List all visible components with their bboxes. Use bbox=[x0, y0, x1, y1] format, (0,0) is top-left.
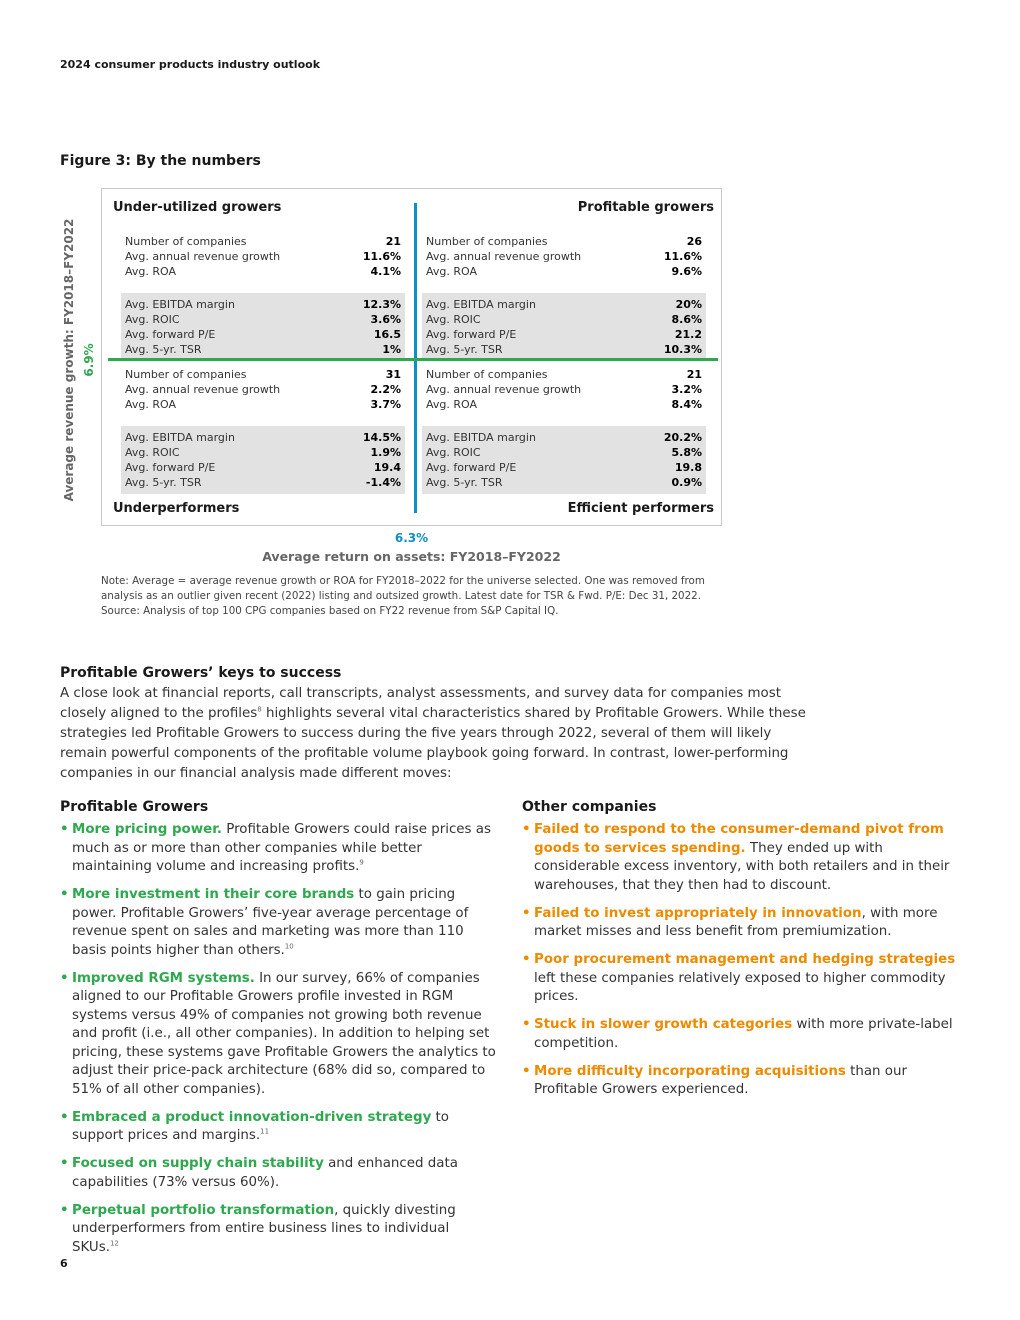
y-axis-label: Average revenue growth: FY2018–FY2022 bbox=[62, 218, 76, 502]
stat-label: Avg. EBITDA margin bbox=[426, 431, 536, 444]
intro-text-start: A close look at financial reports, call transcripts, analyst assessments, and survey data for companies most closely aligned to the profiles bbox=[60, 686, 781, 721]
stat-row bbox=[422, 397, 706, 412]
stat-value: -1.4% bbox=[365, 476, 401, 489]
stat-label: Avg. 5-yr. TSR bbox=[426, 343, 503, 356]
other-companies-column bbox=[522, 799, 962, 1109]
bullet-icon: • bbox=[60, 822, 69, 837]
stat-row bbox=[121, 445, 405, 460]
stat-row bbox=[121, 312, 405, 327]
stat-value: 19.4 bbox=[373, 461, 401, 474]
item-lead: Improved RGM systems. bbox=[72, 970, 255, 986]
item-text: In our survey, 66% of companies aligned to our Profitable Growers profile invested in RGM systems versus 49% of companies not growing both revenue and profit (i.e., all other companies). In addition to helping set pricing, these systems gave Profitable Growers the analytics to adjust their price-pack architecture (68% did so, compared to 51% of all other companies). bbox=[72, 970, 496, 1097]
list-item bbox=[522, 1016, 962, 1053]
quadrant-title-profitable-growers: Profitable growers bbox=[577, 200, 714, 215]
stat-band bbox=[121, 293, 405, 361]
stat-label: Number of companies bbox=[125, 235, 247, 248]
stat-value: 21.2 bbox=[674, 328, 702, 341]
bullet-icon: • bbox=[60, 1156, 69, 1171]
list-item bbox=[60, 821, 500, 877]
item-lead: Failed to respond to the consumer-demand pivot from goods to services spending. bbox=[534, 822, 944, 856]
list-item bbox=[60, 1155, 500, 1192]
stat-row bbox=[121, 264, 405, 279]
footnote-ref: 8 bbox=[257, 705, 262, 714]
section-title: Profitable Growers’ keys to success bbox=[60, 665, 342, 681]
stat-value: 26 bbox=[686, 235, 702, 248]
profitable-growers-list bbox=[60, 821, 500, 1257]
list-item bbox=[60, 970, 500, 1100]
x-axis-average-marker: 6.3% bbox=[394, 531, 429, 545]
stat-label: Avg. forward P/E bbox=[426, 328, 517, 341]
bullet-icon: • bbox=[522, 1017, 531, 1032]
figure-title: Figure 3: By the numbers bbox=[60, 153, 261, 169]
stat-row bbox=[121, 430, 405, 445]
stat-label: Number of companies bbox=[426, 368, 548, 381]
stat-row bbox=[422, 342, 706, 357]
stat-label: Avg. ROIC bbox=[426, 446, 481, 459]
stat-value: 11.6% bbox=[663, 250, 702, 263]
bullet-icon: • bbox=[60, 1109, 69, 1125]
item-lead: Focused on supply chain stability bbox=[72, 1156, 324, 1171]
stat-value: 10.3% bbox=[663, 343, 702, 356]
item-lead: Perpetual portfolio transformation bbox=[72, 1202, 335, 1218]
stat-row bbox=[422, 312, 706, 327]
quadrant-chart bbox=[101, 188, 722, 526]
other-companies-list bbox=[522, 821, 962, 1100]
item-text: and enhanced data capabilities (73% versus 60%). bbox=[72, 1156, 458, 1190]
stat-row bbox=[422, 249, 706, 264]
source-text: Source: Analysis of top 100 CPG companies based on FY22 revenue from S&P Capital IQ. bbox=[101, 605, 559, 617]
stat-value: 20.2% bbox=[663, 431, 702, 444]
stat-label: Number of companies bbox=[426, 235, 548, 248]
stat-value: 20% bbox=[675, 298, 702, 311]
stat-value: 8.4% bbox=[671, 398, 702, 411]
stat-label: Avg. ROA bbox=[125, 265, 176, 278]
stat-row bbox=[121, 327, 405, 342]
item-text: , with more market misses and less benefit from premiumization. bbox=[534, 905, 938, 939]
stat-row bbox=[121, 234, 405, 249]
stat-row bbox=[422, 264, 706, 279]
stat-row bbox=[422, 460, 706, 475]
stat-row bbox=[121, 342, 405, 357]
profitable-growers-column bbox=[60, 799, 500, 1267]
stat-band bbox=[422, 426, 706, 494]
stat-row bbox=[422, 234, 706, 249]
bullet-icon: • bbox=[60, 970, 69, 986]
stat-row bbox=[121, 460, 405, 475]
bullet-icon: • bbox=[60, 1202, 69, 1218]
stat-label: Avg. forward P/E bbox=[125, 461, 216, 474]
list-item bbox=[522, 1063, 962, 1100]
stat-label: Avg. ROIC bbox=[125, 446, 180, 459]
stat-label: Avg. annual revenue growth bbox=[125, 250, 281, 263]
list-item bbox=[522, 821, 962, 895]
bullet-icon: • bbox=[522, 1063, 531, 1079]
stat-value: 3.7% bbox=[370, 398, 401, 411]
bullet-icon: • bbox=[522, 822, 531, 837]
other-companies-title: Other companies bbox=[522, 799, 657, 815]
item-text: , quickly divesting underperformers from entire business lines to individual SKUs. bbox=[72, 1202, 456, 1255]
stat-row bbox=[422, 327, 706, 342]
footnote-ref: 11 bbox=[260, 1127, 270, 1136]
stat-row bbox=[422, 475, 706, 490]
list-item bbox=[522, 951, 962, 1007]
stat-label: Avg. ROA bbox=[125, 398, 176, 411]
stat-value: 3.6% bbox=[370, 313, 401, 326]
item-text: They ended up with considerable excess inventory, with both retailers and in their warehouses, that they then had to discount. bbox=[534, 840, 950, 893]
item-lead: More investment in their core brands bbox=[72, 887, 355, 902]
stat-row bbox=[422, 430, 706, 445]
stat-row bbox=[121, 475, 405, 490]
stat-label: Avg. annual revenue growth bbox=[125, 383, 281, 396]
stat-label: Avg. ROA bbox=[426, 398, 477, 411]
stat-value: 8.6% bbox=[671, 313, 702, 326]
stat-label: Avg. EBITDA margin bbox=[426, 298, 536, 311]
item-lead: Poor procurement management and hedging strategies bbox=[534, 952, 956, 967]
note-text: Note: Average = average revenue growth or ROA for FY2018–2022 for the universe selected. One was removed from analysis as an outlier given recent (2022) listing and outsized growth. Latest date for TSR & Fwd. P/E: Dec 31, 2022. bbox=[101, 575, 705, 602]
stat-value: 14.5% bbox=[362, 431, 401, 444]
intro-text-end: highlights several vital characteristics shared by Profitable Growers. While these strategies led Profitable Growers to success during the five years through 2022, several of them will likely remain powerful components of the profitable volume playbook going forward. In contrast, lower-performing companies in our financial analysis made different moves: bbox=[60, 706, 806, 781]
stat-row bbox=[121, 397, 405, 412]
stat-label: Avg. 5-yr. TSR bbox=[125, 343, 202, 356]
stat-label: Number of companies bbox=[125, 368, 247, 381]
stat-value: 4.1% bbox=[370, 265, 401, 278]
stat-row bbox=[121, 367, 405, 382]
stat-label: Avg. forward P/E bbox=[125, 328, 216, 341]
quadrant-title-efficient-performers: Efficient performers bbox=[567, 501, 714, 516]
stat-label: Avg. forward P/E bbox=[426, 461, 517, 474]
item-text: Profitable Growers could raise prices as much as or more than other companies while better maintaining volume and increasing profits. bbox=[72, 822, 491, 874]
item-text: to support prices and margins. bbox=[72, 1109, 449, 1143]
list-item bbox=[60, 1202, 500, 1258]
section-intro bbox=[60, 684, 820, 784]
stat-label: Avg. EBITDA margin bbox=[125, 298, 235, 311]
item-text: with more private-label competition. bbox=[534, 1017, 953, 1051]
stat-value: 31 bbox=[385, 368, 401, 381]
list-item bbox=[60, 886, 500, 960]
item-lead: More pricing power. bbox=[72, 822, 222, 837]
y-axis-average-marker: 6.9% bbox=[82, 343, 96, 377]
quadrant-title-underperformers: Underperformers bbox=[113, 501, 240, 516]
page-number: 6 bbox=[60, 1257, 68, 1270]
stats-efficient-performers bbox=[422, 367, 706, 494]
footnote-ref: 12 bbox=[109, 1239, 119, 1248]
stat-value: 1% bbox=[382, 343, 401, 356]
stat-value: 12.3% bbox=[362, 298, 401, 311]
stat-row bbox=[422, 367, 706, 382]
item-lead: More difficulty incorporating acquisitions bbox=[534, 1063, 846, 1079]
stat-label: Avg. ROIC bbox=[125, 313, 180, 326]
footnote-ref: 10 bbox=[284, 942, 294, 951]
stats-under-utilized-growers bbox=[121, 234, 405, 361]
growth-average-line bbox=[108, 358, 718, 361]
item-text: than our Profitable Growers experienced. bbox=[534, 1063, 907, 1097]
stat-value: 3.2% bbox=[671, 383, 702, 396]
stat-band bbox=[121, 426, 405, 494]
stats-profitable-growers bbox=[422, 234, 706, 361]
item-lead: Failed to invest appropriately in innovation bbox=[534, 905, 862, 921]
profitable-growers-title: Profitable Growers bbox=[60, 799, 209, 815]
stat-row bbox=[422, 382, 706, 397]
stat-value: 5.8% bbox=[671, 446, 702, 459]
item-lead: Embraced a product innovation-driven strategy bbox=[72, 1109, 432, 1125]
stat-band bbox=[422, 293, 706, 361]
item-text: to gain pricing power. Profitable Growers’ five-year average percentage of revenue spent on sales and marketing was more than 110 basis points higher than others. bbox=[72, 887, 469, 958]
list-item bbox=[60, 1109, 500, 1146]
stat-value: 9.6% bbox=[671, 265, 702, 278]
stat-value: 2.2% bbox=[370, 383, 401, 396]
list-item bbox=[522, 905, 962, 942]
stat-label: Avg. EBITDA margin bbox=[125, 431, 235, 444]
quadrant-title-under-utilized-growers: Under-utilized growers bbox=[113, 200, 282, 215]
stat-row bbox=[422, 445, 706, 460]
item-lead: Stuck in slower growth categories bbox=[534, 1017, 793, 1032]
bullet-icon: • bbox=[60, 887, 69, 902]
item-text: left these companies relatively exposed to higher commodity prices. bbox=[534, 970, 946, 1004]
stat-label: Avg. ROA bbox=[426, 265, 477, 278]
document-header: 2024 consumer products industry outlook bbox=[60, 58, 321, 71]
stat-label: Avg. annual revenue growth bbox=[426, 383, 582, 396]
bullet-icon: • bbox=[522, 952, 531, 967]
stat-value: 21 bbox=[686, 368, 702, 381]
stat-row bbox=[121, 249, 405, 264]
stat-label: Avg. 5-yr. TSR bbox=[125, 476, 202, 489]
stat-label: Avg. annual revenue growth bbox=[426, 250, 582, 263]
stat-value: 1.9% bbox=[370, 446, 401, 459]
footnote-ref: 9 bbox=[359, 858, 364, 867]
stat-label: Avg. ROIC bbox=[426, 313, 481, 326]
stat-value: 0.9% bbox=[671, 476, 702, 489]
stat-value: 16.5 bbox=[373, 328, 401, 341]
bullet-icon: • bbox=[522, 905, 531, 921]
stat-value: 21 bbox=[385, 235, 401, 248]
stat-row bbox=[422, 297, 706, 312]
stat-row bbox=[121, 297, 405, 312]
figure-note bbox=[101, 574, 731, 619]
stat-value: 11.6% bbox=[362, 250, 401, 263]
stat-row bbox=[121, 382, 405, 397]
stats-underperformers bbox=[121, 367, 405, 494]
x-axis-label: Average return on assets: FY2018–FY2022 bbox=[262, 549, 561, 564]
stat-label: Avg. 5-yr. TSR bbox=[426, 476, 503, 489]
stat-value: 19.8 bbox=[674, 461, 702, 474]
